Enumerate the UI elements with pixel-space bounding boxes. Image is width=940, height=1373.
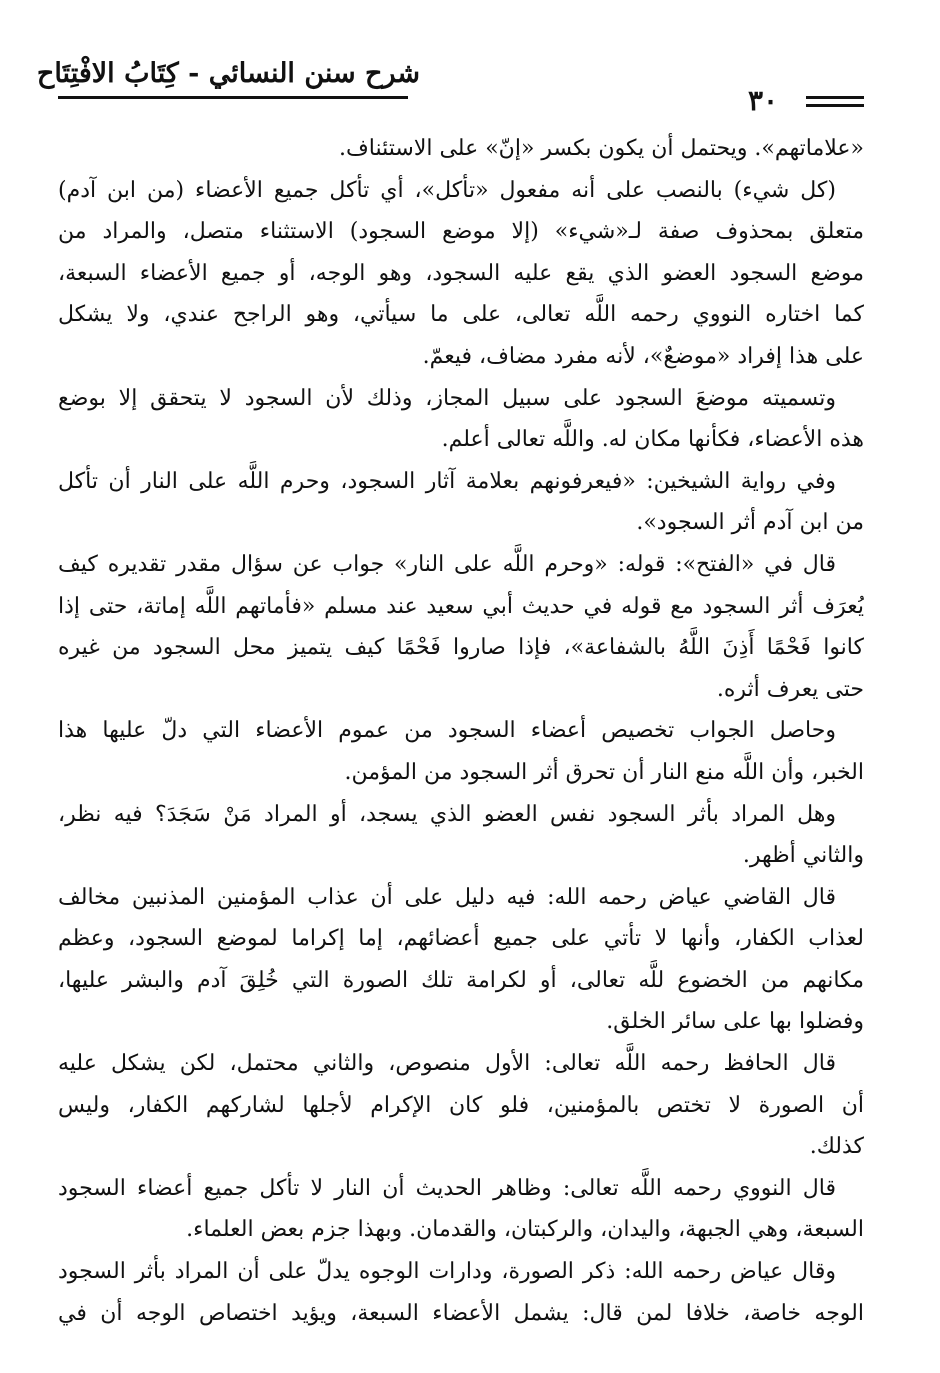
text-line: موضع السجود العضو الذي يقع عليه السجود، وهو الوجه، أو جميع الأعضاء السبعة، [58,260,864,286]
text-line: الخبر، وأن اللَّه منع النار أن تحرق أثر السجود من المؤمن. [344,759,864,785]
text-line: قال في «الفتح»: قوله: «وحرم اللَّه على النار» جواب عن سؤال مقدر تقديره كيف [58,551,836,577]
text-line: حتى يعرف أثره. [716,676,864,702]
text-line: «علاماتهم». ويحتمل أن يكون بكسر «إنّ» على الاستئناف. [338,136,864,161]
text-line: يُعرَف أثر السجود مع قوله في حديث أبي سعيد عند مسلم «فأماتهم اللَّه إماتة، حتى إذا [58,593,864,619]
page-number-rule-top [806,96,864,99]
running-header-title: شرح سنن النسائي - كِتَابُ الافْتِتَاح [36,58,420,89]
text-line: قال النووي رحمه اللَّه تعالى: وظاهر الحديث أن النار لا تأكل جميع أعضاء السجود [58,1175,836,1201]
text-line: (كل شيء) بالنصب على أنه مفعول «تأكل»، أي تأكل جميع الأعضاء (من ابن آدم) [58,177,836,203]
text-line: وفي رواية الشيخين: «فيعرفونهم بعلامة آثار السجود، وحرم اللَّه على النار أن تأكل [58,468,836,494]
text-line: السبعة، وهي الجبهة، واليدان، والركبتان، والقدمان. وبهذا جزم بعض العلماء. [186,1217,864,1243]
page-number: ٣٠ [747,84,779,117]
body-text [58,128,864,1334]
text-line: وفضلوا بها على سائر الخلق. [606,1009,864,1035]
text-line: متعلق بمحذوف صفة لـ«شيء» (إلا موضع السجود) الاستثناء متصل، والمراد من [58,219,864,245]
text-line: كانوا فَحْمًا أَذِنَ اللَّهُ بالشفاعة»، فإذا صاروا فَحْمًا كيف يتميز محل السجود من غيره [58,635,864,661]
text-line: قال الحافظ رحمه اللَّه تعالى: الأول منصوص، والثاني محتمل، لكن يشكل عليه [58,1051,836,1077]
header-rule [58,96,408,99]
text-line: كما اختاره النووي رحمه اللَّه تعالى، على ما سيأتي، وهو الراجح عندي، ولا يشكل [58,302,864,328]
text-line: وهل المراد بأثر السجود نفس العضو الذي يسجد، أو المراد مَنْ سَجَدَ؟ فيه نظر، [58,801,836,827]
text-line: وقال عياض رحمه الله: ذكر الصورة، ودارات الوجوه يدلّ على أن المراد بأثر السجود [58,1259,836,1285]
page-number-rule-bottom [806,104,864,107]
text-line: من ابن آدم أثر السجود». [636,510,864,536]
text-line: لعذاب الكفار، وأنها لا تأتي على جميع أعضائهم، إما إكراما لموضع السجود، وعظم [58,926,864,952]
text-line: وحاصل الجواب تخصيص أعضاء السجود من عموم الأعضاء التي دلّ عليها هذا [58,718,836,744]
text-line: على هذا إفراد «موضعٌ»، لأنه مفرد مضاف، فيعمّ. [422,343,864,369]
text-line: مكانهم من الخضوع للَّه تعالى، أو لكرامة تلك الصورة التي خُلِقَ آدم والبشر عليها، [58,967,864,993]
text-line: كذلك. [809,1134,864,1160]
text-line: أن الصورة لا تختص بالمؤمنين، فلو كان الإكرام لأجلها لشاركهم الكفار، وليس [58,1092,864,1118]
text-line: وتسميته موضعَ السجود على سبيل المجاز، وذلك لأن السجود لا يتحقق إلا بوضع [58,385,836,411]
text-line: قال القاضي عياض رحمه الله: فيه دليل على أن عذاب المؤمنين المذنبين مخالف [58,884,836,910]
text-line: هذه الأعضاء، فكأنها مكان له. واللَّه تعالى أعلم. [441,427,864,453]
text-line: والثاني أظهر. [742,843,864,869]
text-line: الوجه خاصة، خلافا لمن قال: يشمل الأعضاء السبعة، ويؤيد اختصاص الوجه أن في [58,1300,864,1326]
